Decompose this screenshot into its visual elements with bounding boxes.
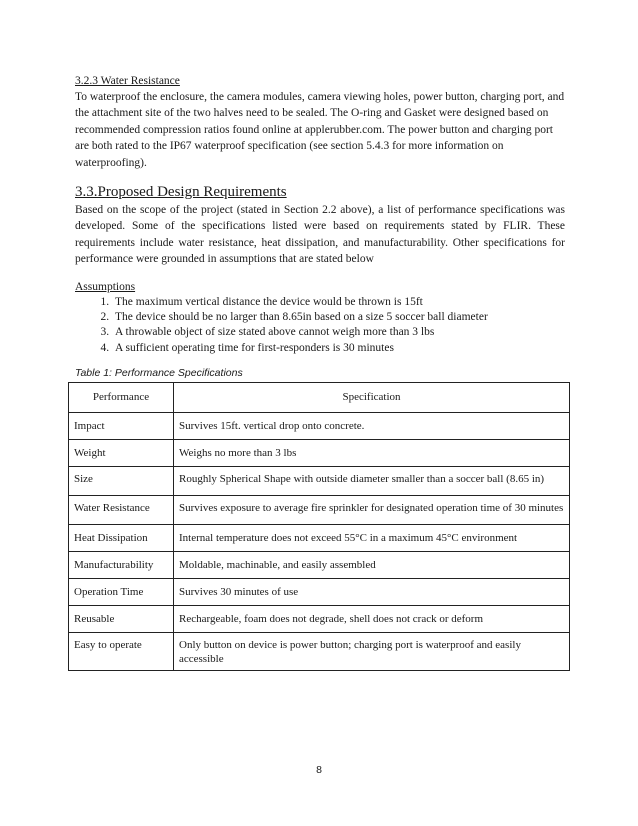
- specification-cell: Survives 30 minutes of use: [174, 579, 570, 606]
- assumption-item: 2. The device should be no larger than 8.65in based on a size 5 soccer ball diameter: [112, 310, 565, 325]
- section-33-body: Based on the scope of the project (stated in Section 2.2 above), a list of performance specifications was developed. Some of the specifications listed were based on requirements stated by FLIR. These requirements include water resistance, heat dissipation, and manufacturability. Other specifications for performance were grounded in assumptions that are stated below: [75, 204, 565, 266]
- performance-spec-table: [68, 382, 570, 671]
- table-row: [69, 440, 570, 467]
- specification-cell: Internal temperature does not exceed 55°C in a maximum 45°C environment: [174, 525, 570, 552]
- specification-cell: Moldable, machinable, and easily assembled: [174, 552, 570, 579]
- table-row: [69, 467, 570, 496]
- performance-cell: Heat Dissipation: [69, 525, 174, 552]
- specification-cell: Weighs no more than 3 lbs: [174, 440, 570, 467]
- specification-cell: Rechargeable, foam does not degrade, shell does not crack or deform: [174, 606, 570, 633]
- header-specification: Specification: [174, 383, 570, 413]
- table-row: [69, 525, 570, 552]
- table-header-row: [69, 383, 570, 413]
- assumption-item: 3. A throwable object of size stated above cannot weigh more than 3 lbs: [112, 325, 565, 340]
- table-row: [69, 579, 570, 606]
- table-row: [69, 606, 570, 633]
- page-number: 8: [316, 764, 322, 776]
- specification-cell: Survives 15ft. vertical drop onto concrete.: [174, 413, 570, 440]
- table-row: [69, 552, 570, 579]
- assumption-item: 1. The maximum vertical distance the device would be thrown is 15ft: [112, 295, 565, 310]
- performance-cell: Reusable: [69, 606, 174, 633]
- performance-cell: Operation Time: [69, 579, 174, 606]
- assumptions-heading: Assumptions: [75, 280, 136, 293]
- specification-cell: Survives exposure to average fire sprinkler for designated operation time of 30 minutes: [174, 496, 570, 525]
- table-caption: Table 1: Performance Specifications: [75, 367, 243, 380]
- section-323-body: To waterproof the enclosure, the camera modules, camera viewing holes, power button, charging port, and the attachment site of the two halves need to be sealed. The O-ring and Gasket were designed based on recommended compression ratios found online at applerubber.com. The power button and charging port are both rated to the IP67 waterproof specification (see section 5.4.3 for more information on waterproofing).: [75, 91, 565, 169]
- performance-cell: Weight: [69, 440, 174, 467]
- table-row: [69, 633, 570, 671]
- performance-cell: Manufacturability: [69, 552, 174, 579]
- table-row: [69, 496, 570, 525]
- page-content: [75, 74, 565, 671]
- assumptions-list: [75, 295, 565, 357]
- section-323-heading: 3.2.3 Water Resistance: [75, 75, 180, 87]
- table-row: [69, 413, 570, 440]
- specification-cell: Roughly Spherical Shape with outside diameter smaller than a soccer ball (8.65 in): [174, 467, 570, 496]
- section-33-heading: 3.3.Proposed Design Requirements: [75, 184, 287, 201]
- performance-cell: Water Resistance: [69, 496, 174, 525]
- performance-cell: Easy to operate: [69, 633, 174, 671]
- assumption-item: 4. A sufficient operating time for first-responders is 30 minutes: [112, 341, 565, 356]
- header-performance: Performance: [69, 383, 174, 413]
- performance-cell: Size: [69, 467, 174, 496]
- specification-cell: Only button on device is power button; charging port is waterproof and easily accessible: [174, 633, 570, 671]
- performance-cell: Impact: [69, 413, 174, 440]
